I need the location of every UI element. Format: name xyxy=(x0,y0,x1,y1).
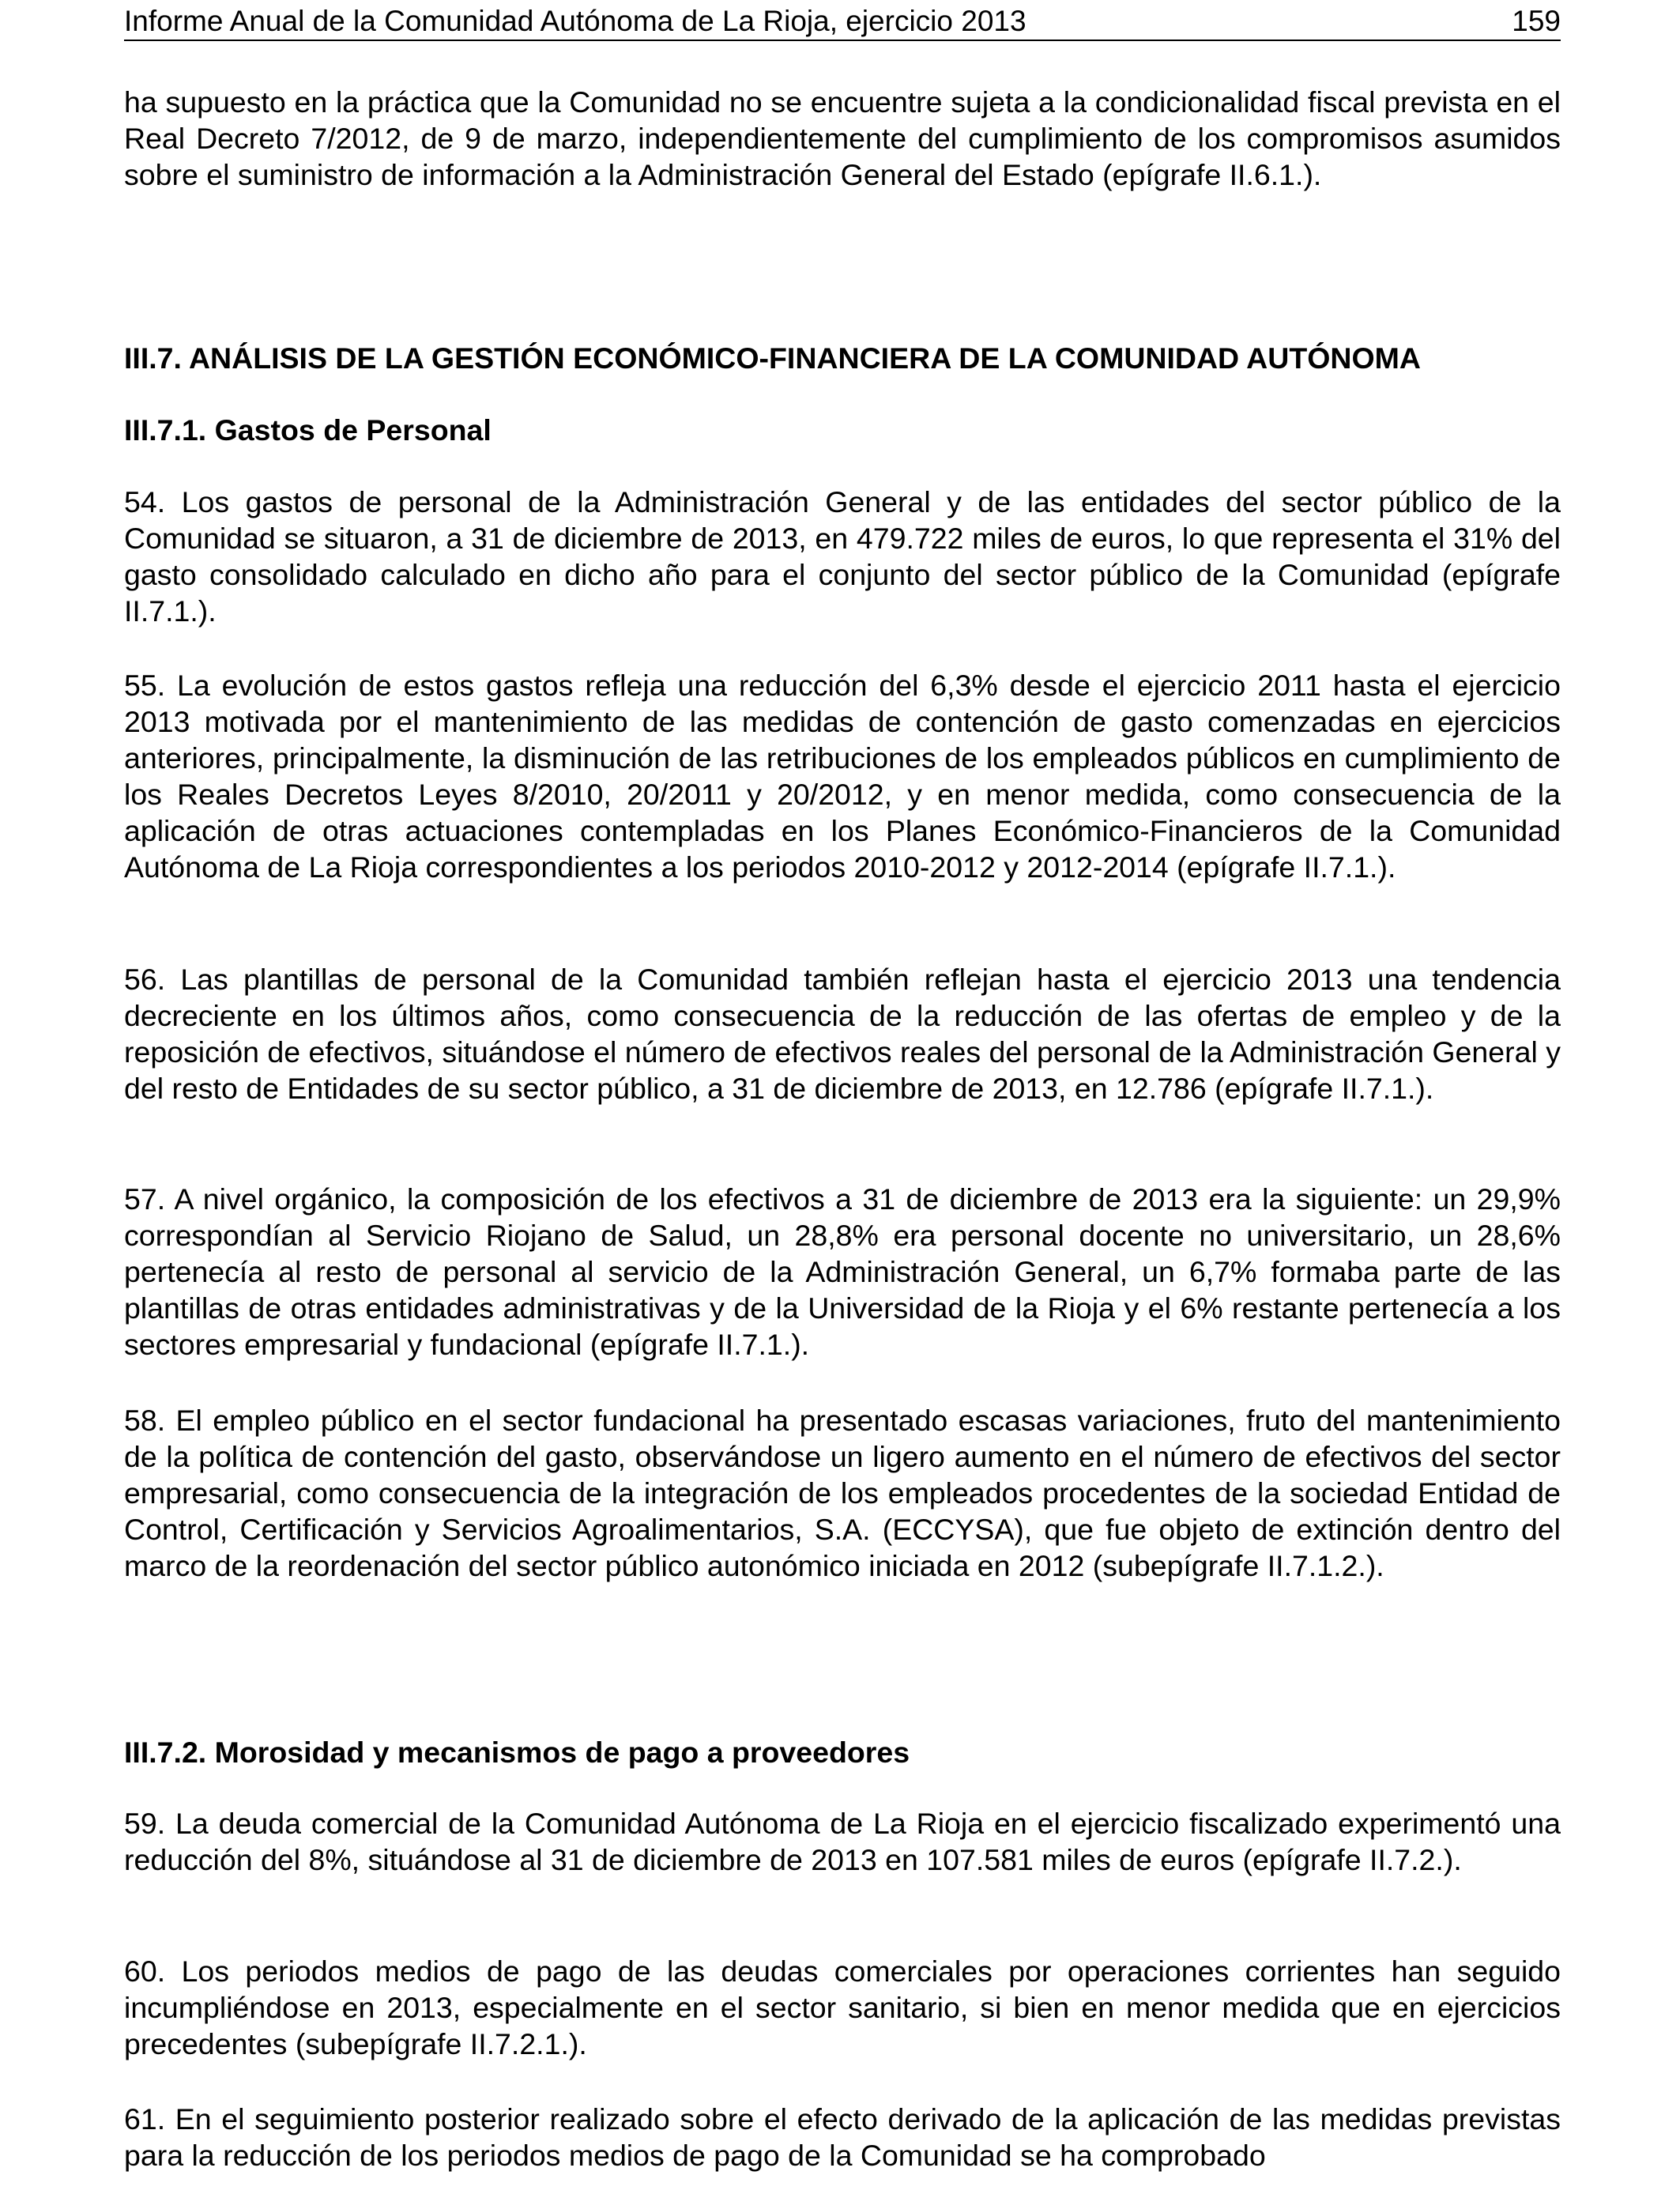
paragraph-58: 58. El empleo público en el sector fundacional ha presentado escasas variaciones, fruto del mantenimiento de la política de contención del gasto, observándose un ligero aumento en el número de efectivos del sector empresarial, como consecuencia de la integración de los empleados procedentes de la sociedad Entidad de Control, Certificación y Servicios Agroalimentarios, S.A. (ECCYSA), que fue objeto de extinción dentro del marco de la reordenación del sector público autonómico iniciada en 2012 (subepígrafe II.7.1.2.). xyxy=(124,1404,1561,1582)
paragraph-59: 59. La deuda comercial de la Comunidad Autónoma de La Rioja en el ejercicio fiscalizado experimentó una reducción del 8%, situándose al 31 de diciembre de 2013 en 107.581 miles de euros (epígrafe II.7.2.). xyxy=(124,1807,1561,1876)
paragraph-55: 55. La evolución de estos gastos refleja una reducción del 6,3% desde el ejercicio 2011 hasta el ejercicio 2013 motivada por el mantenimiento de las medidas de contención de gasto comenzadas en ejercicios anteriores, principalmente, la disminución de las retribuciones de los empleados públicos en cumplimiento de los Reales Decretos Leyes 8/2010, 20/2011 y 20/2012, y en menor medida, como consecuencia de la aplicación de otras actuaciones contempladas en los Planes Económico-Financieros de la Comunidad Autónoma de La Rioja correspondientes a los periodos 2010-2012 y 2012-2014 (epígrafe II.7.1.). xyxy=(124,669,1561,884)
paragraph-intro: ha supuesto en la práctica que la Comunidad no se encuentre sujeta a la condicionalidad fiscal prevista en el Real Decreto 7/2012, de 9 de marzo, independientemente del cumplimiento de los compromisos asumidos sobre el suministro de información a la Administración General del Estado (epígrafe II.6.1.). xyxy=(124,85,1561,191)
paragraph-57: 57. A nivel orgánico, la composición de los efectivos a 31 de diciembre de 2013 era la siguiente: un 29,9% correspondían al Servicio Riojano de Salud, un 28,8% era personal docente no universitario, un 28,6% pertenecía al resto de personal al servicio de la Administración General, un 6,7% formaba parte de las plantillas de otras entidades administrativas y de la Universidad de la Rioja y el 6% restante pertenecía a los sectores empresarial y fundacional (epígrafe II.7.1.). xyxy=(124,1182,1561,1361)
section-heading: III.7. ANÁLISIS DE LA GESTIÓN ECONÓMICO-FINANCIERA DE LA COMUNIDAD AUTÓNOMA xyxy=(124,341,1421,375)
header-title: Informe Anual de la Comunidad Autónoma de La Rioja, ejercicio 2013 xyxy=(124,5,1026,37)
paragraph-56: 56. Las plantillas de personal de la Comunidad también reflejan hasta el ejercicio 2013 una tendencia decreciente en los últimos años, como consecuencia de la reducción de las ofertas de empleo y de la reposición de efectivos, situándose el número de efectivos reales del personal de la Administración General y del resto de Entidades de su sector público, a 31 de diciembre de 2013, en 12.786 (epígrafe II.7.1.). xyxy=(124,963,1561,1105)
page-number: 159 xyxy=(1512,5,1561,37)
paragraph-61: 61. En el seguimiento posterior realizado sobre el efecto derivado de la aplicación de las medidas previstas para la reducción de los periodos medios de pago de la Comunidad se ha comprobado xyxy=(124,2102,1561,2172)
paragraph-60: 60. Los periodos medios de pago de las deudas comerciales por operaciones corrientes han seguido incumpliéndose en 2013, especialmente en el sector sanitario, si bien en menor medida que en ejercicios precedentes (subepígrafe II.7.2.1.). xyxy=(124,1955,1561,2060)
subsection-heading-personal: III.7.1. Gastos de Personal xyxy=(124,413,492,447)
subsection-heading-morosidad: III.7.2. Morosidad y mecanismos de pago a proveedores xyxy=(124,1736,910,1769)
paragraph-54: 54. Los gastos de personal de la Administración General y de las entidades del sector público de la Comunidad se situaron, a 31 de diciembre de 2013, en 479.722 miles de euros, lo que representa el 31% del gasto consolidado calculado en dicho año para el conjunto del sector público de la Comunidad (epígrafe II.7.1.). xyxy=(124,485,1561,628)
page-header xyxy=(124,3,1561,41)
